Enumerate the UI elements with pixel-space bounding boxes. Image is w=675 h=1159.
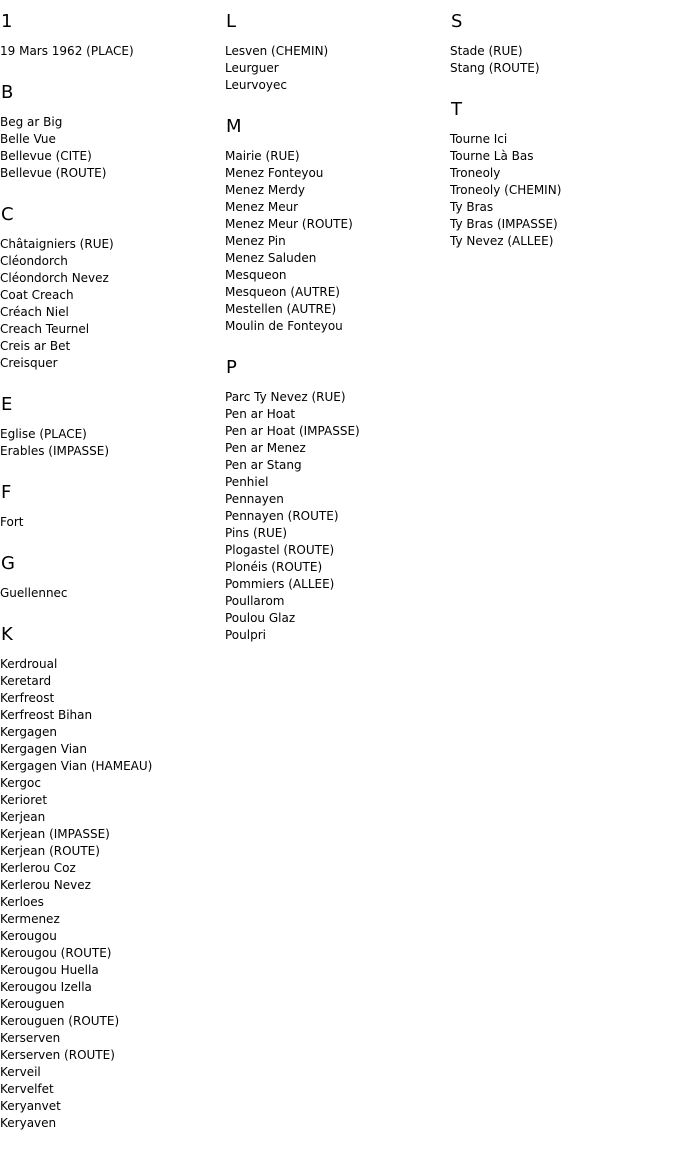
street-list-item [450, 182, 675, 199]
street-link[interactable]: Pennayen (ROUTE) [225, 509, 339, 523]
street-link[interactable]: Kergoc [0, 776, 41, 790]
street-list-item [0, 236, 225, 253]
street-list-item [0, 43, 225, 60]
street-list-item [450, 60, 675, 77]
street-link[interactable]: Creis ar Bet [0, 339, 71, 353]
street-list-item [450, 233, 675, 250]
street-link[interactable]: Kerougou [0, 929, 57, 943]
street-list-item [0, 792, 225, 809]
street-link[interactable]: Kergagen Vian (HAMEAU) [0, 759, 153, 773]
street-list-item [0, 1064, 225, 1081]
street-list-item [0, 338, 225, 355]
street-list-item [0, 443, 225, 460]
street-list-item [225, 474, 450, 491]
street-link[interactable]: 19 Mars 1962 (PLACE) [0, 44, 134, 58]
street-list-item [0, 1081, 225, 1098]
street-link[interactable]: Kerlerou Coz [0, 861, 76, 875]
letter-section [0, 12, 225, 60]
street-link[interactable]: Eglise (PLACE) [0, 427, 87, 441]
street-link[interactable]: Creach Teurnel [0, 322, 90, 336]
street-list-item [0, 287, 225, 304]
street-link[interactable]: Kerouguen (ROUTE) [0, 1014, 120, 1028]
letter-section [0, 483, 225, 531]
street-list-item [0, 1098, 225, 1115]
street-list-item [225, 43, 450, 60]
street-link[interactable]: Mesqueon (AUTRE) [225, 285, 340, 299]
street-list-item [225, 148, 450, 165]
street-list-item [0, 877, 225, 894]
street-list-item [225, 284, 450, 301]
street-link[interactable]: Mesqueon [225, 268, 287, 282]
street-link[interactable]: Leurguer [225, 61, 279, 75]
street-link[interactable]: Beg ar Big [0, 115, 63, 129]
street-list-item [225, 406, 450, 423]
street-list-item [225, 267, 450, 284]
street-link[interactable]: Pennayen [225, 492, 284, 506]
letter-section [450, 12, 675, 77]
street-link[interactable]: Créach Niel [0, 305, 69, 319]
street-list-item [0, 673, 225, 690]
street-list-item [0, 707, 225, 724]
street-list-item [225, 559, 450, 576]
street-list-item [225, 60, 450, 77]
street-link[interactable]: Stang (ROUTE) [450, 61, 540, 75]
street-list-item [225, 250, 450, 267]
street-list-item [0, 911, 225, 928]
street-list-item [0, 860, 225, 877]
street-link[interactable]: Menez Merdy [225, 183, 306, 197]
street-index-column-2 [225, 0, 450, 644]
street-link[interactable]: Tourne Là Bas [450, 149, 534, 163]
street-link[interactable]: Kervelfet [0, 1082, 54, 1096]
street-link[interactable]: Pins (RUE) [225, 526, 288, 540]
street-list-item [0, 945, 225, 962]
letter-section [0, 205, 225, 372]
street-list-item [0, 1115, 225, 1132]
street-list [0, 426, 225, 460]
letter-heading: P [226, 357, 237, 378]
letter-section [0, 625, 225, 1132]
street-list-item [0, 585, 225, 602]
street-link[interactable]: Kergagen [0, 725, 57, 739]
street-list-item [450, 216, 675, 233]
street-list [0, 236, 225, 372]
street-list-item [0, 741, 225, 758]
street-link[interactable]: Leurvoyec [225, 78, 287, 92]
street-link[interactable]: Kermenez [0, 912, 60, 926]
street-link[interactable]: Pommiers (ALLEE) [225, 577, 335, 591]
street-list-item [225, 165, 450, 182]
street-link[interactable]: Kerloes [0, 895, 44, 909]
street-link[interactable]: Keryaven [0, 1116, 57, 1130]
street-list-item [0, 1013, 225, 1030]
street-link[interactable]: Ty Bras (IMPASSE) [450, 217, 558, 231]
street-link[interactable]: Moulin de Fonteyou [225, 319, 343, 333]
street-list-item [0, 253, 225, 270]
street-list [0, 114, 225, 182]
street-link[interactable]: Fort [0, 515, 24, 529]
street-list [225, 148, 450, 335]
street-link[interactable]: Poullarom [225, 594, 285, 608]
letter-section [0, 554, 225, 602]
street-list-item [225, 301, 450, 318]
street-list-item [225, 318, 450, 335]
street-link[interactable]: Kerlerou Nevez [0, 878, 91, 892]
street-list [225, 389, 450, 644]
street-list-item [0, 809, 225, 826]
street-link[interactable]: Kerjean (ROUTE) [0, 844, 100, 858]
street-link[interactable]: Kerioret [0, 793, 48, 807]
street-list-item [0, 775, 225, 792]
street-list-item [0, 165, 225, 182]
street-link[interactable]: Menez Saluden [225, 251, 317, 265]
street-link[interactable]: Kerjean (IMPASSE) [0, 827, 110, 841]
letter-heading: 1 [1, 11, 13, 32]
street-list-item [0, 304, 225, 321]
street-link[interactable]: Kerserven (ROUTE) [0, 1048, 115, 1062]
street-link[interactable]: Menez Meur [225, 200, 299, 214]
letter-section [450, 100, 675, 250]
street-link[interactable]: Mairie (RUE) [225, 149, 300, 163]
street-link[interactable]: Pen ar Hoat [225, 407, 296, 421]
street-list-item [225, 491, 450, 508]
street-list-item [225, 508, 450, 525]
letter-section [225, 117, 450, 335]
street-list [0, 585, 225, 602]
street-list [450, 131, 675, 250]
street-link[interactable]: Poulpri [225, 628, 266, 642]
street-link[interactable]: Bellevue (ROUTE) [0, 166, 107, 180]
street-list-item [225, 423, 450, 440]
letter-heading: B [1, 82, 14, 103]
street-link[interactable]: Kerougou (ROUTE) [0, 946, 112, 960]
street-link[interactable]: Plogastel (ROUTE) [225, 543, 335, 557]
street-link[interactable]: Stade (RUE) [450, 44, 523, 58]
street-link[interactable]: Erables (IMPASSE) [0, 444, 110, 458]
street-list-item [225, 525, 450, 542]
street-list-item [450, 199, 675, 216]
street-link[interactable]: Kerjean [0, 810, 46, 824]
street-link[interactable]: Kerdroual [0, 657, 58, 671]
street-link[interactable]: Troneoly [450, 166, 501, 180]
street-link[interactable]: Kerfreost Bihan [0, 708, 93, 722]
street-list-item [225, 440, 450, 457]
street-link[interactable]: Lesven (CHEMIN) [225, 44, 329, 58]
street-list-item [0, 1030, 225, 1047]
street-list-item [225, 389, 450, 406]
street-list-item [225, 627, 450, 644]
street-list-item [0, 514, 225, 531]
letter-heading: K [1, 624, 13, 645]
street-link[interactable]: Belle Vue [0, 132, 56, 146]
street-list-item [225, 576, 450, 593]
street-link[interactable]: Bellevue (CITE) [0, 149, 92, 163]
street-list [0, 656, 225, 1132]
street-list [0, 43, 225, 60]
street-link[interactable]: Ty Bras [450, 200, 494, 214]
street-list-item [0, 355, 225, 372]
street-list-item [0, 148, 225, 165]
street-list [0, 514, 225, 531]
street-list-item [0, 690, 225, 707]
street-link[interactable]: Menez Meur (ROUTE) [225, 217, 353, 231]
street-list-item [0, 928, 225, 945]
street-list-item [0, 321, 225, 338]
street-list-item [225, 182, 450, 199]
street-list-item [0, 131, 225, 148]
street-link[interactable]: Cléondorch [0, 254, 68, 268]
street-list-item [225, 199, 450, 216]
letter-heading: S [451, 11, 463, 32]
street-link[interactable]: Pen ar Menez [225, 441, 306, 455]
street-list-item [225, 593, 450, 610]
street-list-item [450, 148, 675, 165]
letter-heading: L [226, 11, 237, 32]
street-link[interactable]: Kerserven [0, 1031, 61, 1045]
street-link[interactable]: Penhiel [225, 475, 269, 489]
street-index-column-1 [0, 0, 225, 1132]
street-link[interactable]: Troneoly (CHEMIN) [450, 183, 562, 197]
street-link[interactable]: Kerfreost [0, 691, 55, 705]
street-link[interactable]: Ty Nevez (ALLEE) [450, 234, 554, 248]
letter-heading: C [1, 204, 14, 225]
street-link[interactable]: Coat Creach [0, 288, 74, 302]
street-link[interactable]: Parc Ty Nevez (RUE) [225, 390, 346, 404]
street-list-item [0, 962, 225, 979]
letter-section [225, 358, 450, 644]
street-list-item [450, 165, 675, 182]
street-list-item [225, 610, 450, 627]
street-list [450, 43, 675, 77]
street-link[interactable]: Pen ar Stang [225, 458, 302, 472]
street-list-item [225, 542, 450, 559]
letter-section [225, 12, 450, 94]
street-link[interactable]: Menez Fonteyou [225, 166, 324, 180]
street-link[interactable]: Creisquer [0, 356, 58, 370]
street-list-item [0, 979, 225, 996]
letter-heading: T [451, 99, 462, 120]
letter-heading: G [1, 553, 15, 574]
street-link[interactable]: Kergagen Vian [0, 742, 88, 756]
street-list-item [0, 826, 225, 843]
street-list-item [0, 114, 225, 131]
street-list-item [225, 233, 450, 250]
street-link[interactable]: Menez Pin [225, 234, 286, 248]
street-link[interactable]: Kerougou Izella [0, 980, 92, 994]
street-link[interactable]: Châtaigniers (RUE) [0, 237, 114, 251]
street-list-item [0, 270, 225, 287]
street-list [225, 43, 450, 94]
street-list-item [450, 43, 675, 60]
street-list-item [0, 656, 225, 673]
street-link[interactable]: Keretard [0, 674, 52, 688]
street-link[interactable]: Guellennec [0, 586, 68, 600]
street-list-item [450, 131, 675, 148]
letter-heading: E [1, 394, 13, 415]
street-link[interactable]: Pen ar Hoat (IMPASSE) [225, 424, 360, 438]
street-link[interactable]: Kerougou Huella [0, 963, 99, 977]
street-list-item [225, 77, 450, 94]
letter-heading: F [1, 482, 12, 503]
street-index-column-3 [450, 0, 675, 250]
street-list-item [0, 843, 225, 860]
street-link[interactable]: Kerveil [0, 1065, 41, 1079]
street-link[interactable]: Plonéis (ROUTE) [225, 560, 323, 574]
street-list-item [0, 894, 225, 911]
street-link[interactable]: Poulou Glaz [225, 611, 296, 625]
street-link[interactable]: Keryanvet [0, 1099, 61, 1113]
street-link[interactable]: Tourne Ici [450, 132, 508, 146]
street-link[interactable]: Mestellen (AUTRE) [225, 302, 337, 316]
letter-section [0, 83, 225, 182]
letter-heading: M [226, 116, 242, 137]
street-list-item [0, 1047, 225, 1064]
street-list-item [225, 457, 450, 474]
street-list-item [0, 996, 225, 1013]
street-list-item [0, 426, 225, 443]
street-link[interactable]: Kerouguen [0, 997, 65, 1011]
street-list-item [0, 758, 225, 775]
street-list-item [225, 216, 450, 233]
street-link[interactable]: Cléondorch Nevez [0, 271, 109, 285]
letter-section [0, 395, 225, 460]
street-list-item [0, 724, 225, 741]
